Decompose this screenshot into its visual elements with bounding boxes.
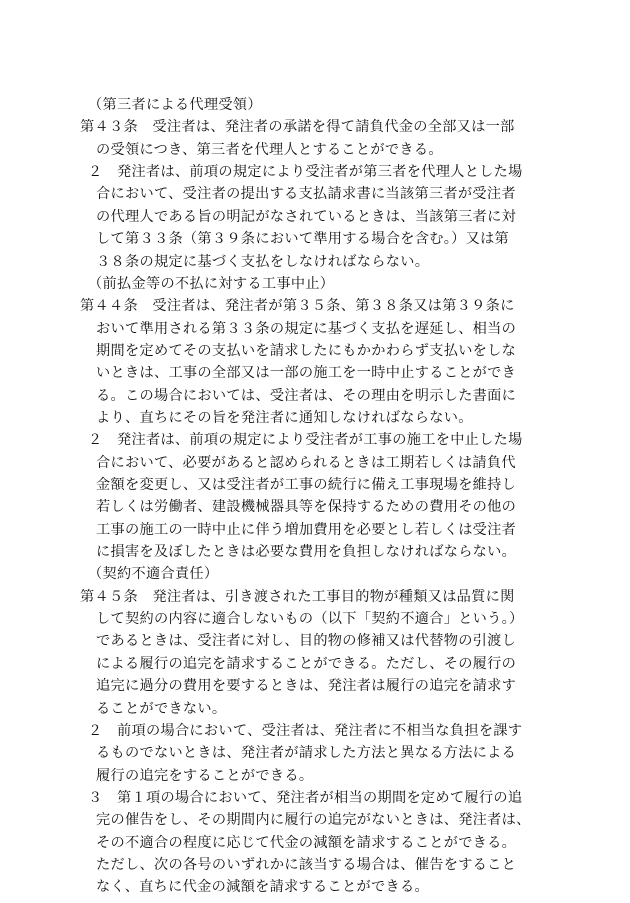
article-first-line: 第４３条 受注者は、発注者の承諾を得て請負代金の全部又は一部 — [80, 119, 515, 136]
paragraph-first-line: ２ 発注者は、前項の規定により受注者が第三者を代理人とした場 — [88, 164, 523, 181]
text-line: いときは、工事の全部又は一部の施工を一時中止することができ — [96, 365, 517, 382]
text-line: 合において、受注者の提出する支払請求書に当該第三者が受注者 — [96, 186, 516, 203]
text-line: 完の催告をし、その期間内に履行の追完がないときは、発注者は、 — [96, 812, 531, 829]
text-line: ただし、次の各号のいずれかに該当する場合は、催告をすること — [96, 856, 517, 873]
text-line: るものでないときは、発注者が請求した方法と異なる方法による — [96, 745, 517, 762]
article-first-line: 第４４条 受注者は、発注者が第３５条、第３８条又は第３９条に — [80, 298, 515, 315]
text-line: による履行の追完を請求することができる。ただし、その履行の — [96, 655, 517, 672]
text-line: なく、直ちに代金の減額を請求することができる。 — [96, 879, 429, 896]
text-line: 追完に過分の費用を要するときは、発注者は履行の追完を請求す — [96, 678, 517, 695]
text-line: 工事の施工の一時中止に伴う増加費用を必要とし若しくは受注者 — [96, 521, 517, 538]
article-heading: （契約不適合責任） — [88, 566, 219, 583]
text-line: る。この場合においては、受注者は、その理由を明示した書面に — [96, 387, 517, 404]
article-heading: （第三者による代理受領） — [88, 97, 262, 113]
paragraph-first-line: ２ 前項の場合において、受注者は、発注者に不相当な負担を課す — [88, 722, 523, 739]
text-line: ３８条の規定に基づく支払をしなければならない。 — [96, 253, 430, 270]
text-line: その不適合の程度に応じて代金の減額を請求することができる。 — [96, 834, 517, 851]
text-line: より、直ちにその旨を発注者に通知しなければならない。 — [96, 409, 473, 426]
text-line: の受領につき、第三者を代理人とすることができる。 — [96, 141, 443, 158]
text-line: 期間を定めてその支払いを請求したにもかかわらず支払いをしな — [96, 342, 517, 359]
paragraph-first-line: ３ 第１項の場合において、発注者が相当の期間を定めて履行の追 — [88, 789, 523, 806]
text-line: ることができない。 — [96, 700, 227, 717]
text-line: の代理人である旨の明記がなされているときは、当該第三者に対 — [96, 208, 517, 225]
text-line: 金額を変更し、又は受注者が工事の続行に備え工事現場を維持し — [96, 477, 517, 493]
text-line: おいて準用される第３３条の規定に基づく支払を遅延し、相当の — [96, 320, 517, 337]
paragraph-first-line: ２ 発注者は、前項の規定により受注者が工事の施工を中止した場 — [88, 432, 523, 449]
article-first-line: 第４５条 発注者は、引き渡された工事目的物が種類又は品質に関 — [80, 588, 515, 605]
text-line: に損害を及ぼしたときは必要な費用を負担しなければならない。 — [96, 544, 517, 560]
article-heading: （前払金等の不払に対する工事中止） — [88, 275, 335, 292]
text-line: であるときは、受注者に対し、目的物の修補又は代替物の引渡し — [96, 633, 517, 650]
text-line: して第３３条（第３９条において準用する場合を含む。）又は第 — [96, 231, 510, 248]
text-line: 若しくは労働者、建設機械器具等を保持するための費用その他の — [96, 499, 517, 516]
text-line: 履行の追完をすることができる。 — [96, 767, 314, 784]
text-line: 合において、必要があると認められるときは工期若しくは請負代 — [96, 454, 516, 471]
text-line: して契約の内容に適合しないもの（以下「契約不適合」という。） — [96, 611, 524, 628]
